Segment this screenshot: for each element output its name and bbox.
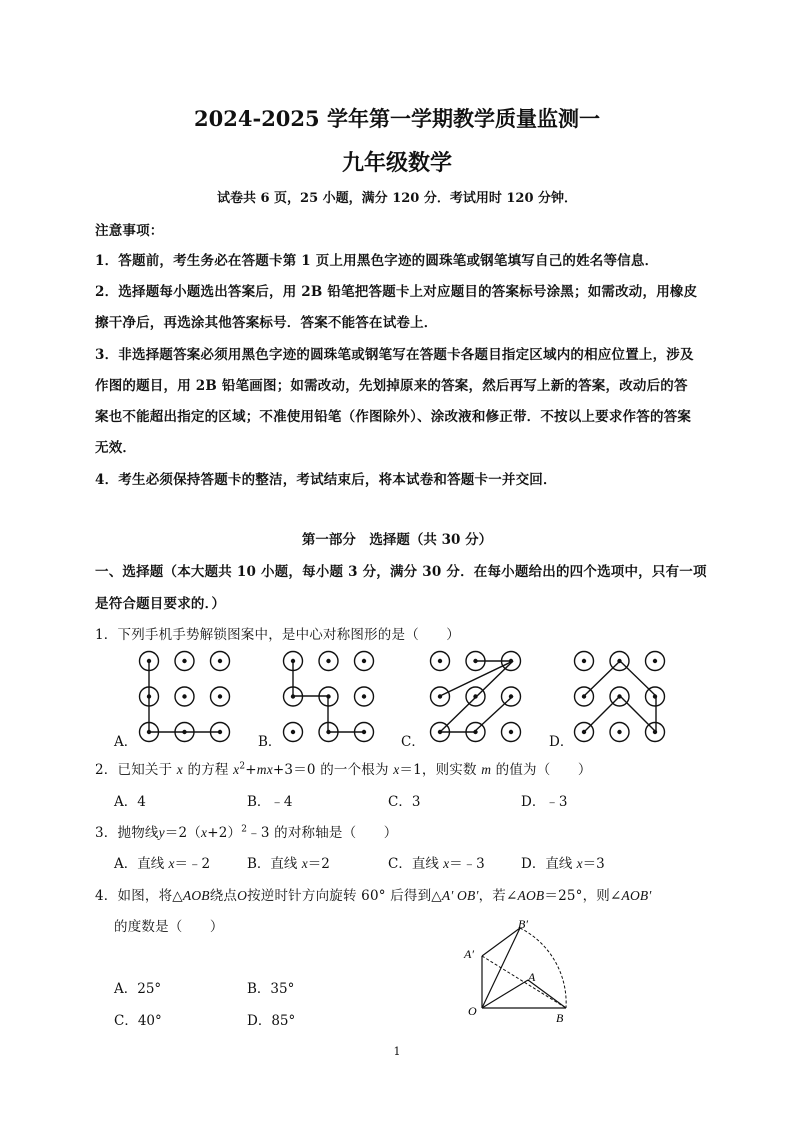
q1-dot-center-d <box>653 694 657 698</box>
q1-dot-center-c <box>473 694 477 698</box>
q1-dot-center-d <box>582 659 586 663</box>
q4-arc <box>520 928 566 1008</box>
part1-instructions-line-2: 是符合题目要求的．） <box>95 596 226 612</box>
exam-subtitle: 九年级数学 <box>341 150 452 176</box>
q1-label-c: C． <box>401 734 425 750</box>
q4-stem-line-1: 4．如图，将△AOB绕点O按逆时针方向旋转 60° 后得到△A′ OB′，若∠AOB＝25°，则∠AOB′ <box>95 888 652 904</box>
q1-label-d: D． <box>549 734 574 750</box>
q1-dot-center-c <box>438 730 442 734</box>
q4-option-c: C．40° <box>114 1013 162 1029</box>
q2-option-b: B．﹣4 <box>247 794 293 810</box>
q1-figures <box>100 640 690 755</box>
q1-dot-center-a <box>147 694 151 698</box>
q4-label-b: B <box>556 1011 564 1025</box>
q1-dot-center-c <box>438 694 442 698</box>
q4-label-bprime: B′ <box>518 918 528 931</box>
q3-option-d: D．直线 x＝3 <box>521 856 605 872</box>
notes-heading: 注意事项： <box>95 223 164 239</box>
q1-dot-center-d <box>617 659 621 663</box>
q1-dot-center-a <box>147 659 151 663</box>
exam-title: 2024-2025 学年第一学期教学质量监测一 <box>194 106 600 131</box>
exam-info: 试卷共 6 页，25 小题，满分 120 分．考试用时 120 分钟． <box>216 191 578 206</box>
note-1: 1．答题前，考生务必在答题卡第 1 页上用黑色字迹的圆珠笔或钢笔填写自己的姓名等信息． <box>95 253 659 269</box>
note-3-line-3: 案也不能超出指定的区域；不准使用铅笔（作图除外）、涂改液和修正带．不按以上要求作答的答案 <box>95 409 692 425</box>
q1-dot-center-a <box>218 730 222 734</box>
q2-option-a: A．4 <box>114 794 146 810</box>
q4-label-o: O <box>468 1004 477 1018</box>
q1-dot-center-b <box>326 694 330 698</box>
note-4: 4．考生必须保持答题卡的整洁，考试结束后，将本试卷和答题卡一并交回． <box>95 472 557 488</box>
q1-dot-center-c <box>473 659 477 663</box>
q1-dot-center-d <box>582 730 586 734</box>
q1-dot-center-b <box>291 694 295 698</box>
q2-option-c: C．3 <box>388 794 421 810</box>
q1-dot-center-d <box>653 730 657 734</box>
q2-option-d: D．﹣3 <box>521 794 568 810</box>
q4-segment-ab <box>528 980 566 1008</box>
part1-heading: 第一部分 选择题（共 30 分） <box>301 532 493 548</box>
q3-option-a: A．直线 x＝﹣2 <box>114 856 211 872</box>
note-3-line-1: 3．非选择题答案必须用黑色字迹的圆珠笔或钢笔写在答题卡各题目指定区域内的相应位置上，涉及 <box>95 347 694 363</box>
q1-dot-center-c <box>509 730 513 734</box>
q4-label-a: A <box>528 970 536 984</box>
q1-dot-center-b <box>291 659 295 663</box>
q1-dot-center-c <box>473 730 477 734</box>
q1-dot-center-a <box>218 659 222 663</box>
q4-stem-line-2: 的度数是（ ） <box>114 919 224 935</box>
q1-stem: 1．下列手机手势解锁图案中，是中心对称图形的是（ ） <box>95 627 460 643</box>
note-2-line-2: 擦干净后，再选涂其他答案标号．答案不能答在试卷上． <box>95 315 438 331</box>
q1-dot-center-a <box>182 659 186 663</box>
note-3-line-2: 作图的题目，用 2B 铅笔画图；如需改动，先划掉原来的答案，然后再写上新的答案，改动后的答 <box>95 378 688 394</box>
page-number: 1 <box>393 1045 401 1058</box>
q3-option-c: C．直线 x＝﹣3 <box>388 856 485 872</box>
q2-stem: 2．已知关于 x 的方程 $x^2+mx+3=0$ 的一个根为 x＝1，则实数 m 的值为（ ） <box>95 761 592 778</box>
part1-instructions-line-1: 一、选择题（本大题共 10 小题，每小题 3 分，满分 30 分．在每小题给出的四个选项中，只有一项 <box>95 564 707 580</box>
q1-dot-center-a <box>182 730 186 734</box>
q1-dot-center-d <box>617 694 621 698</box>
q4-option-a: A．25° <box>114 981 162 997</box>
q1-dot-center-b <box>362 659 366 663</box>
q1-dot-center-b <box>362 730 366 734</box>
q1-dot-center-c <box>509 659 513 663</box>
note-2-line-1: 2．选择题每小题选出答案后，用 2B 铅笔把答题卡上对应题目的答案标号涂黑；如需改动，用橡皮 <box>95 284 698 300</box>
q1-dot-center-c <box>438 659 442 663</box>
q1-dot-center-d <box>653 659 657 663</box>
q1-dot-center-b <box>291 730 295 734</box>
q4-rotation-figure <box>460 918 580 1028</box>
q1-dot-center-a <box>218 694 222 698</box>
q1-dot-center-d <box>582 694 586 698</box>
q3-option-b: B．直线 x＝2 <box>247 856 330 872</box>
q1-dot-center-b <box>362 694 366 698</box>
q1-dot-center-b <box>326 730 330 734</box>
q1-dot-center-c <box>509 694 513 698</box>
q1-label-b: B． <box>258 734 282 750</box>
q4-option-b: B．35° <box>247 981 295 997</box>
q1-dot-center-b <box>326 659 330 663</box>
note-3-line-4: 无效． <box>95 440 137 456</box>
q4-option-d: D．85° <box>247 1013 296 1029</box>
q4-label-aprime: A′ <box>464 947 474 961</box>
q1-label-a: A． <box>114 734 138 750</box>
q4-segment-apbp <box>482 928 520 956</box>
q3-stem: 3．抛物线$y=2(x+2)^2﹣3$ 的对称轴是（ ） <box>95 824 398 841</box>
q1-dot-center-a <box>182 694 186 698</box>
q1-dot-center-a <box>147 730 151 734</box>
q1-dot-center-d <box>617 730 621 734</box>
